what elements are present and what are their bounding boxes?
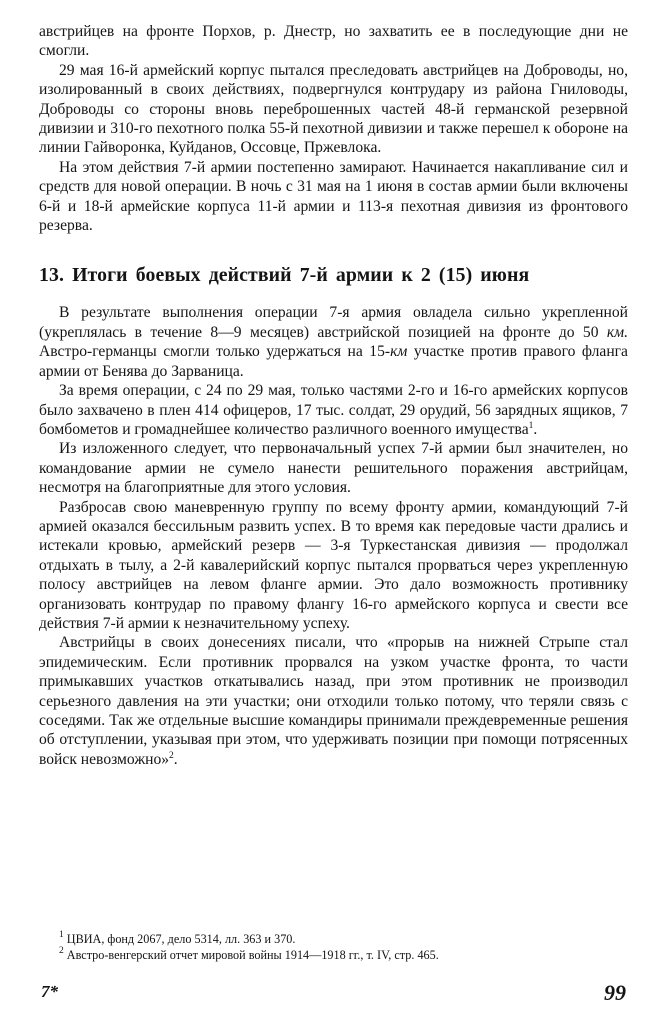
summary-text-block — [39, 303, 628, 769]
paragraph-army-fading: На этом действия 7-й армии постепенно замирают. Начинается накапливание сил и средств для новой операции. В ночь с 31 мая на 1 июня в состав армии были включены 6-й и 18-й армейские корпуса 11-й армии и 113-я пехотная дивизия из фронтового резерва. — [39, 158, 628, 235]
text-run: . — [173, 750, 178, 768]
footnotes — [39, 931, 628, 963]
page-footer — [39, 980, 628, 1008]
page-number: 99 — [604, 980, 626, 1005]
footnote-ref-1: 1 — [528, 420, 534, 431]
section-heading: 13. Итоги боевых действий 7-й армии к 2 (15) июня — [39, 264, 530, 287]
paragraph-conclusion: Из изложенного следует, что первоначальный успех 7-й армии был значителен, но командование армии не сумело нанести решительного поражения австрийцам, несмотря на благоприятные для этого условия. — [39, 440, 628, 497]
text-run: участке против правого фланга армии от Бенява до Зарваница. — [39, 343, 628, 380]
footnote-text: ЦВИА, фонд 2067, дело 5314, лл. 363 и 370. — [66, 932, 296, 946]
paragraph-operation-result — [39, 303, 628, 381]
paragraph-continuation: австрийцев на фронте Порхов, р. Днестр, но захватить ее в последующие дни не смогли. — [39, 23, 628, 60]
text-run: За время операции, с 24 по 29 мая, только частями 2-го и 16-го армейских корпусов было захвачено в плен 414 офицеров, 17 тыс. солдат, 29 орудий, 56 зарядных ящиков, 7 бомбометов и громаднейшее количество различного военного имущества — [39, 382, 628, 438]
footnote-2 — [39, 947, 628, 963]
footnote-1 — [39, 931, 628, 947]
unit-km: км. — [606, 323, 628, 341]
text-run: В результате выполнения операции 7-я армия овладела сильно укрепленной (укреплялась в течение 8—9 месяцев) австрийской позицией на фронте до 50 — [39, 304, 628, 341]
paragraph-may-29: 29 мая 16-й армейский корпус пытался преследовать австрийцев на Доброводы, но, изолированный в своих действиях, подвергнулся контрудару из района Гниловоды, Доброводы со стороны вновь переброшенных частей 48-й германской резервной дивизии и 310-го пехотного полка 55-й пехотной дивизии и также перешел к обороне на линии Гайворонка, Куйданов, Оссовце, Пржевлока. — [39, 61, 628, 157]
footnote-ref-2: 2 — [169, 750, 174, 761]
signature-mark: 7* — [41, 982, 58, 1001]
text-run: . — [533, 420, 538, 438]
footnote-mark: 1 — [59, 930, 64, 940]
unit-km: км — [390, 343, 408, 361]
top-text-block — [39, 22, 628, 235]
text-run: Австрийцы в своих донесениях писали, что «прорыв на нижней Стрыпе стал эпидемическим. Если противник прорвался на узком участке фронта, то части примыкавших участков откатывались назад, при этом противник не производил серьезного давления на эти участки; они отходили только потому, что теряли связь с соседями. Так же отдельные высшие командиры принимали преждевременные решения об отступлении, указывая при этом, что удерживать позиции при помощи потрясенных войск невозможно» — [39, 634, 628, 768]
paragraph-maneuver-group: Разбросав свою маневренную группу по всему фронту армии, командующий 7-й армией оказался бессильным развить успех. В то время как передовые части дрались и истекали кровью, армейский резерв — 3-я Туркестанская дивизия — продолжал отдыхать в тылу, а 2-й кавалерийский корпус пытался прорваться через укрепленную полосу австрийцев на левом фланге армии. Это дало возможность противнику организовать контрудар по правому флангу 16-го армейского корпуса и свести все действия 7-й армии к незначительному успеху. — [39, 498, 628, 632]
text-run: Австро-германцы смогли только удержаться на 15- — [39, 343, 391, 361]
footnote-mark: 2 — [59, 946, 64, 956]
paragraph-captured — [39, 381, 628, 439]
paragraph-austrian-reports — [39, 633, 628, 769]
footnote-text: Австро-венгерский отчет мировой войны 1914—1918 гг., т. IV, стр. 465. — [66, 948, 439, 962]
